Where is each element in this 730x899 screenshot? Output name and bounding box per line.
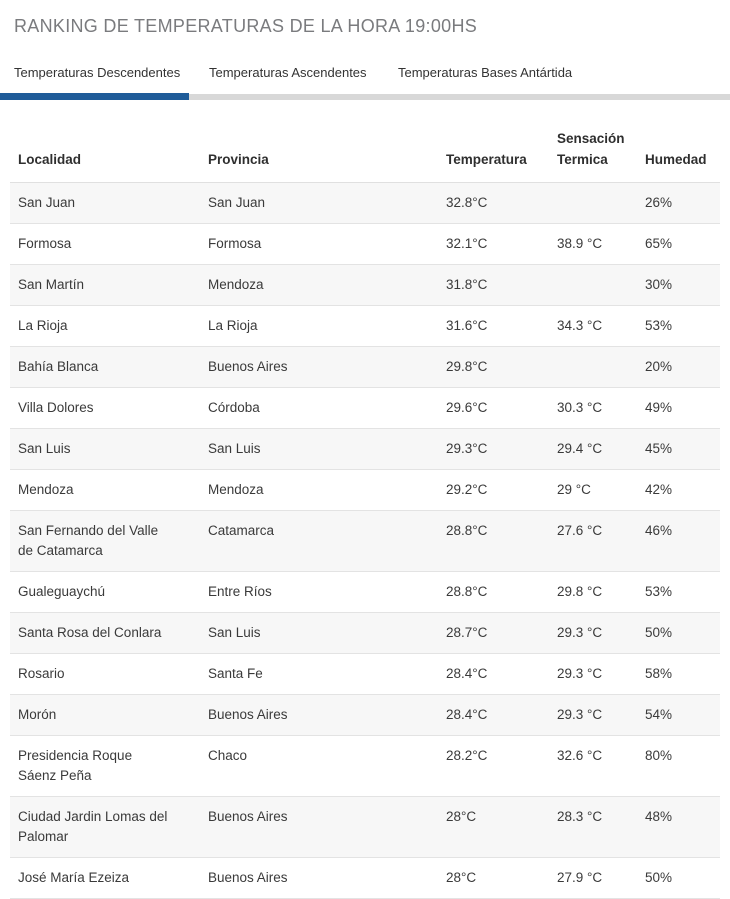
column-header-localidad: Localidad: [18, 152, 82, 167]
feels-like-cell: [557, 623, 645, 643]
table-row: [10, 347, 720, 388]
cell-text: 38.9 °C: [557, 236, 603, 251]
feels-like-cell: [557, 868, 645, 888]
cell-text: Presidencia Roque Sáenz Peña: [18, 748, 133, 783]
humidity-cell: [645, 705, 712, 725]
province-cell: [208, 439, 446, 459]
humidity-cell: [645, 623, 712, 643]
temperature-ranking-table: [10, 128, 720, 899]
cell-text: 28°C: [446, 809, 477, 824]
cell-text: Mendoza: [208, 277, 264, 292]
humidity-cell: [645, 275, 712, 295]
table-row: [10, 511, 720, 572]
temperature-cell: [446, 398, 557, 418]
cell-text: San Juan: [18, 195, 76, 210]
column-header-temperatura: Temperatura: [446, 152, 527, 167]
cell-text: 28.3 °C: [557, 809, 603, 824]
province-cell: [208, 664, 446, 684]
table-row: [10, 736, 720, 797]
cell-text: Santa Rosa del Conlara: [18, 625, 162, 640]
humidity-cell: [645, 439, 712, 459]
cell-text: Catamarca: [208, 523, 275, 538]
humidity-cell: [645, 234, 712, 254]
cell-text: 46%: [645, 523, 673, 538]
table-row: [10, 224, 720, 265]
humidity-cell: [645, 193, 712, 213]
cell-text: 53%: [645, 584, 673, 599]
locality-cell: [18, 868, 208, 888]
locality-cell: [18, 664, 208, 684]
cell-text: 58%: [645, 666, 673, 681]
province-cell: [208, 316, 446, 336]
humidity-cell: [645, 664, 712, 684]
cell-text: 29.3°C: [446, 441, 488, 456]
feels-like-cell: [557, 398, 645, 418]
province-cell: [208, 705, 446, 725]
locality-cell: [18, 398, 208, 418]
temperature-cell: [446, 807, 557, 827]
cell-text: 30%: [645, 277, 673, 292]
feels-like-cell: [557, 316, 645, 336]
province-cell: [208, 193, 446, 213]
table-row: [10, 858, 720, 899]
cell-text: José María Ezeiza: [18, 870, 130, 885]
cell-text: 27.9 °C: [557, 870, 603, 885]
cell-text: San Luis: [18, 441, 71, 456]
temperature-cell: [446, 623, 557, 643]
tab-temperaturas-ascendentes[interactable]: Temperaturas Ascendentes: [189, 65, 378, 94]
cell-text: 29.3 °C: [557, 707, 603, 722]
province-cell: [208, 582, 446, 602]
temperature-cell: [446, 480, 557, 500]
cell-text: 32.8°C: [446, 195, 488, 210]
province-cell: [208, 746, 446, 766]
cell-text: 32.1°C: [446, 236, 488, 251]
locality-cell: [18, 439, 208, 459]
table-row: [10, 470, 720, 511]
cell-text: 45%: [645, 441, 673, 456]
feels-like-cell: [557, 807, 645, 827]
temperature-cell: [446, 582, 557, 602]
feels-like-cell: [557, 234, 645, 254]
tab-temperaturas-bases-antartida[interactable]: Temperaturas Bases Antártida: [378, 65, 567, 94]
cell-text: Chaco: [208, 748, 248, 763]
feels-like-cell: [557, 582, 645, 602]
province-cell: [208, 868, 446, 888]
feels-like-cell: [557, 521, 645, 541]
cell-text: 28.2°C: [446, 748, 488, 763]
temperature-cell: [446, 275, 557, 295]
province-cell: [208, 521, 446, 541]
cell-text: 28.7°C: [446, 625, 488, 640]
cell-text: La Rioja: [208, 318, 258, 333]
humidity-cell: [645, 316, 712, 336]
cell-text: 26%: [645, 195, 673, 210]
cell-text: San Fernando del Valle de Catamarca: [18, 523, 159, 558]
locality-cell: [18, 234, 208, 254]
feels-like-cell: [557, 439, 645, 459]
table-row: [10, 388, 720, 429]
cell-text: Buenos Aires: [208, 359, 288, 374]
feels-like-cell: [557, 705, 645, 725]
cell-text: Santa Fe: [208, 666, 263, 681]
cell-text: 28°C: [446, 870, 477, 885]
table-row: [10, 306, 720, 347]
cell-text: Formosa: [208, 236, 262, 251]
cell-text: 32.6 °C: [557, 748, 603, 763]
cell-text: Buenos Aires: [208, 707, 288, 722]
locality-cell: [18, 275, 208, 295]
province-cell: [208, 275, 446, 295]
cell-text: 27.6 °C: [557, 523, 603, 538]
locality-cell: [18, 357, 208, 377]
cell-text: Mendoza: [18, 482, 74, 497]
feels-like-cell: [557, 480, 645, 500]
locality-cell: [18, 521, 208, 561]
cell-text: 31.8°C: [446, 277, 488, 292]
cell-text: Gualeguaychú: [18, 584, 106, 599]
column-header-humedad: Humedad: [645, 152, 707, 167]
cell-text: 29.8°C: [446, 359, 488, 374]
column-header-sensacion-termica: Sensación Termica: [557, 131, 625, 167]
humidity-cell: [645, 398, 712, 418]
cell-text: Bahía Blanca: [18, 359, 99, 374]
temperature-cell: [446, 234, 557, 254]
locality-cell: [18, 623, 208, 643]
table-row: [10, 654, 720, 695]
cell-text: Formosa: [18, 236, 72, 251]
locality-cell: [18, 705, 208, 725]
cell-text: 49%: [645, 400, 673, 415]
cell-text: 31.6°C: [446, 318, 488, 333]
tab-temperaturas-descendentes[interactable]: Temperaturas Descendentes: [0, 65, 189, 94]
locality-cell: [18, 193, 208, 213]
table-row: [10, 613, 720, 654]
table-row: [10, 183, 720, 224]
locality-cell: [18, 582, 208, 602]
locality-cell: [18, 316, 208, 336]
cell-text: Mendoza: [208, 482, 264, 497]
table-row: [10, 797, 720, 858]
locality-cell: [18, 480, 208, 500]
cell-text: Entre Ríos: [208, 584, 272, 599]
table-row: [10, 695, 720, 736]
cell-text: 28.8°C: [446, 523, 488, 538]
cell-text: 20%: [645, 359, 673, 374]
province-cell: [208, 807, 446, 827]
cell-text: San Luis: [208, 625, 261, 640]
cell-text: Córdoba: [208, 400, 260, 415]
locality-cell: [18, 807, 208, 847]
temperature-cell: [446, 439, 557, 459]
humidity-cell: [645, 868, 712, 888]
cell-text: 54%: [645, 707, 673, 722]
province-cell: [208, 234, 446, 254]
cell-text: 29.2°C: [446, 482, 488, 497]
cell-text: 30.3 °C: [557, 400, 603, 415]
locality-cell: [18, 746, 208, 786]
cell-text: San Martín: [18, 277, 85, 292]
table-body: [10, 183, 720, 899]
cell-text: 29.8 °C: [557, 584, 603, 599]
cell-text: 28.4°C: [446, 707, 488, 722]
table-row: [10, 265, 720, 306]
cell-text: 42%: [645, 482, 673, 497]
cell-text: 28.4°C: [446, 666, 488, 681]
temperature-cell: [446, 316, 557, 336]
page-title: RANKING DE TEMPERATURAS DE LA HORA 19:00HS: [14, 16, 478, 36]
province-cell: [208, 480, 446, 500]
humidity-cell: [645, 480, 712, 500]
humidity-cell: [645, 357, 712, 377]
cell-text: 80%: [645, 748, 673, 763]
table-header-row: [10, 128, 720, 183]
cell-text: 50%: [645, 625, 673, 640]
province-cell: [208, 357, 446, 377]
province-cell: [208, 398, 446, 418]
tab-row: [0, 65, 730, 94]
cell-text: Buenos Aires: [208, 870, 288, 885]
temperature-cell: [446, 746, 557, 766]
temperature-cell: [446, 357, 557, 377]
active-tab-indicator: [0, 93, 189, 100]
cell-text: Ciudad Jardin Lomas del Palomar: [18, 809, 168, 844]
cell-text: Morón: [18, 707, 57, 722]
feels-like-cell: [557, 746, 645, 766]
humidity-cell: [645, 746, 712, 766]
humidity-cell: [645, 521, 712, 541]
temperature-cell: [446, 193, 557, 213]
cell-text: 48%: [645, 809, 673, 824]
column-header-provincia: Provincia: [208, 152, 269, 167]
cell-text: 50%: [645, 870, 673, 885]
cell-text: 29 °C: [557, 482, 591, 497]
province-cell: [208, 623, 446, 643]
temperature-cell: [446, 521, 557, 541]
cell-text: 34.3 °C: [557, 318, 603, 333]
cell-text: 29.4 °C: [557, 441, 603, 456]
cell-text: 53%: [645, 318, 673, 333]
tab-bar: [0, 65, 730, 100]
page: [0, 16, 730, 899]
cell-text: Buenos Aires: [208, 809, 288, 824]
cell-text: San Luis: [208, 441, 261, 456]
temperature-cell: [446, 705, 557, 725]
humidity-cell: [645, 582, 712, 602]
cell-text: Rosario: [18, 666, 65, 681]
humidity-cell: [645, 807, 712, 827]
cell-text: 29.6°C: [446, 400, 488, 415]
cell-text: 28.8°C: [446, 584, 488, 599]
table-row: [10, 429, 720, 470]
table-row: [10, 572, 720, 613]
cell-text: La Rioja: [18, 318, 68, 333]
cell-text: 29.3 °C: [557, 666, 603, 681]
feels-like-cell: [557, 664, 645, 684]
cell-text: 29.3 °C: [557, 625, 603, 640]
cell-text: San Juan: [208, 195, 266, 210]
cell-text: Villa Dolores: [18, 400, 94, 415]
temperature-cell: [446, 664, 557, 684]
tab-track: [0, 94, 730, 100]
temperature-cell: [446, 868, 557, 888]
cell-text: 65%: [645, 236, 673, 251]
